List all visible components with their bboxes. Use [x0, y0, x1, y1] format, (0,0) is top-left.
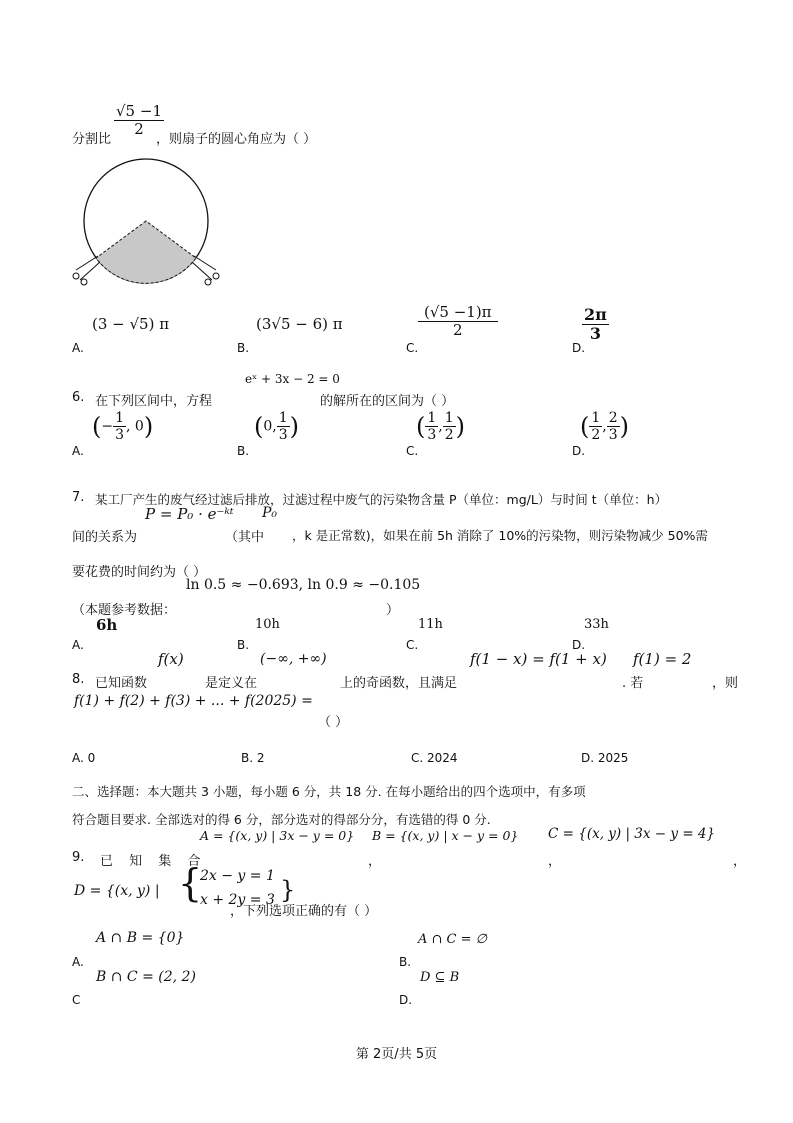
q9-option-b-label[interactable]: B. — [399, 955, 412, 969]
q9-option-a-label[interactable]: A. — [72, 955, 84, 969]
q8-text-d: . 若 — [622, 676, 644, 691]
q7-option-a-label[interactable]: A. — [72, 638, 84, 652]
q8-option-c-label: C. — [411, 751, 424, 765]
q5-option-c-den: 2 — [453, 321, 463, 340]
q5-ratio-den: 2 — [134, 120, 144, 139]
q7-line3: 要花费的时间约为（ ） — [72, 565, 207, 580]
section2-line2: 符合题目要求. 全部选对的得 6 分，部分选对的得部分分，有选错的得 0 分. — [72, 812, 491, 827]
q9-text-b: ，下列选项正确的有（ ） — [230, 904, 378, 919]
q9-option-c-label[interactable]: C — [72, 993, 81, 1007]
q5-intro-prefix: 分割比 — [72, 132, 112, 147]
q6-option-a-minus: − — [101, 418, 114, 435]
q6-option-b-label[interactable]: B. — [237, 444, 250, 458]
q8-fx: f(x) — [158, 650, 184, 668]
q6-option-b-den: 3 — [278, 427, 288, 444]
q5-option-c-frac — [418, 304, 498, 340]
q7-number: 7. — [72, 490, 85, 505]
q8-option-d-label: D. — [581, 751, 595, 765]
q8-option-d[interactable] — [581, 751, 628, 765]
q5-option-d-frac — [582, 306, 609, 344]
q6-option-c-frac2 — [443, 410, 456, 443]
q7-option-b-value: 10h — [255, 617, 280, 632]
q9-option-d-expr: D ⊆ B — [420, 970, 460, 985]
q9-set-d-brace-icon: { — [178, 861, 203, 905]
q9-number: 9. — [72, 850, 85, 865]
q7-ref-suffix: ） — [386, 603, 400, 618]
q8-option-b-label: B. — [241, 751, 254, 765]
q7-option-c-label[interactable]: C. — [406, 638, 419, 652]
q7-option-c-value: 11h — [418, 617, 443, 632]
q6-option-d-num2: 2 — [608, 410, 618, 426]
q6-option-b-left: 0, — [263, 418, 277, 435]
q6-option-a-label[interactable]: A. — [72, 444, 84, 458]
q6-option-c-frac1 — [425, 410, 438, 443]
q6-option-d-expr: ( $\frac{1}{2}$ , $\frac{2}{3}$ ) — [580, 410, 630, 444]
q6-option-c-num2: 1 — [444, 410, 454, 426]
q7-option-b-label[interactable]: B. — [237, 638, 250, 652]
q9-set-b: B = {(x, y) | x − y = 0} — [372, 828, 519, 843]
q6-option-b-num: 1 — [278, 410, 288, 426]
q7-option-d-label[interactable]: D. — [572, 638, 586, 652]
q9-set-d-eq1: 2x − y = 1 — [200, 868, 275, 884]
q7-option-d-value: 33h — [584, 617, 609, 632]
q5-option-d-label[interactable]: D. — [572, 341, 586, 355]
fan-sector — [96, 221, 196, 283]
q7-ref-math: ln 0.5 ≈ −0.693, ln 0.9 ≈ −0.105 — [186, 577, 421, 593]
q8-text-a: 已知函数 — [95, 676, 148, 691]
q6-text-a: 在下列区间中，方程 — [95, 394, 213, 409]
q7-p0: P₀ — [262, 505, 278, 521]
q5-option-d-num: 2π — [584, 305, 607, 324]
q7-formula: P = P₀ · e⁻ᵏᵗ — [145, 505, 234, 523]
q7-line2c: ，k 是正常数)，如果在前 5h 消除了 10%的污染物，则污染物减少 50%需 — [292, 528, 708, 543]
q6-equation: eˣ + 3x − 2 = 0 — [245, 372, 340, 386]
q6-option-c-expr: ( $\frac{1}{3}$ , $\frac{1}{2}$ ) — [416, 410, 466, 444]
q6-option-a-den: 3 — [115, 427, 125, 444]
q8-domain: (−∞, +∞) — [260, 651, 327, 667]
section2-line1: 二、选择题：本大题共 3 小题，每小题 6 分，共 18 分. 在每小题给出的四个选项中，有多项 — [72, 784, 586, 799]
q9-comma-3: ， — [733, 854, 747, 869]
q6-option-b-lparen: ( — [254, 412, 264, 441]
q9-text-a: 已 知 集 合 — [100, 854, 207, 869]
q6-option-d-lparen: ( — [580, 412, 590, 441]
q6-option-c-rparen: ) — [455, 412, 466, 441]
q5-option-d-den: 3 — [589, 324, 601, 344]
q6-option-a-num: 1 — [115, 410, 125, 426]
q8-text-b: 是定义在 — [205, 676, 258, 691]
q5-option-c-num: (√5 −1)π — [418, 304, 498, 322]
q5-option-a-label[interactable]: A. — [72, 341, 84, 355]
q8-option-a[interactable] — [72, 751, 95, 765]
q9-set-c: C = {(x, y) | 3x − y = 4} — [548, 826, 716, 842]
q6-option-c-den2: 2 — [444, 427, 454, 444]
q6-option-a-frac — [113, 410, 126, 443]
q7-line2b: （其中 — [225, 530, 265, 545]
q8-option-a-value: 0 — [87, 751, 96, 765]
q9-comma-1: ， — [368, 854, 382, 869]
scissors-right-icon — [192, 256, 219, 285]
q5-option-b-expr: (3√5 − 6) π — [256, 315, 343, 333]
q5-option-a-expr: (3 − √5) π — [92, 315, 170, 333]
q9-set-d-close-icon: } — [280, 876, 296, 904]
q6-option-d-den2: 3 — [608, 427, 618, 444]
q8-text-e: ，则 — [712, 676, 739, 691]
q6-option-c-label[interactable]: C. — [406, 444, 419, 458]
q8-option-c[interactable] — [411, 751, 458, 765]
q6-option-b-frac — [277, 410, 290, 443]
q9-option-a-expr: A ∩ B = {0} — [96, 930, 185, 946]
q8-text-c: 上的奇函数，且满足 — [340, 676, 458, 691]
q5-option-b-label[interactable]: B. — [237, 341, 250, 355]
q9-comma-2: ， — [548, 854, 562, 869]
page-footer: 第 2页/共 5页 — [355, 1047, 438, 1062]
q6-option-c-lparen: ( — [416, 412, 426, 441]
q6-option-a-expr — [92, 410, 153, 443]
q8-cond2: f(1) = 2 — [633, 650, 692, 668]
q7-option-a-value: 6h — [96, 616, 118, 634]
q6-option-c-den1: 3 — [427, 427, 437, 444]
q8-option-d-value: 2025 — [597, 751, 629, 765]
fan-diagram — [70, 158, 220, 293]
q9-set-a: A = {(x, y) | 3x − y = 0} — [200, 828, 355, 843]
q9-set-d-prefix: D = {(x, y) | — [74, 883, 160, 899]
q6-option-d-frac2 — [607, 410, 620, 443]
q6-option-a-right: , 0 — [126, 418, 144, 435]
scissors-left-icon — [73, 256, 100, 285]
q8-blank: （ ） — [318, 715, 349, 730]
q6-option-d-label[interactable]: D. — [572, 444, 586, 458]
q8-option-b[interactable] — [241, 751, 265, 765]
q8-cond1: f(1 − x) = f(1 + x) — [470, 650, 607, 668]
q8-option-a-label: A. — [72, 751, 84, 765]
q6-option-d-frac1 — [589, 410, 602, 443]
q8-option-c-value: 2024 — [427, 751, 458, 765]
q8-option-b-value: 2 — [256, 751, 265, 765]
q9-option-d-label[interactable]: D. — [399, 993, 413, 1007]
q6-option-d-rparen: ) — [619, 412, 630, 441]
q6-number: 6. — [72, 390, 85, 405]
q6-option-b-expr — [254, 410, 299, 443]
q6-option-c-num1: 1 — [427, 410, 437, 426]
q6-option-a-lparen: ( — [92, 412, 102, 441]
q9-option-b-expr: A ∩ C = ∅ — [418, 932, 487, 947]
q6-text-b: 的解所在的区间为（ ） — [320, 394, 455, 409]
q5-option-c-label[interactable]: C. — [406, 341, 419, 355]
q9-option-c-expr: B ∩ C = (2, 2) — [96, 969, 196, 985]
q6-option-d-num1: 1 — [591, 410, 601, 426]
q6-option-b-rparen: ) — [289, 412, 300, 441]
q8-number: 8. — [72, 672, 85, 687]
q6-option-a-rparen: ) — [143, 412, 154, 441]
q9-set-d-eq2: x + 2y = 3 — [200, 892, 275, 908]
q7-line1: 某工厂产生的废气经过滤后排放，过滤过程中废气的污染物含量 P（单位：mg/L）与时间 t（单位：h） — [95, 492, 668, 507]
q6-option-d-den1: 2 — [591, 427, 601, 444]
q7-line2a: 间的关系为 — [72, 530, 138, 545]
q5-ratio-num: √5 −1 — [116, 102, 162, 120]
q5-intro-suffix: ，则扇子的圆心角应为（ ） — [156, 132, 317, 147]
q8-sum: f(1) + f(2) + f(3) + ... + f(2025) = — [74, 693, 313, 709]
q7-ref-prefix: （本题参考数据： — [72, 603, 177, 618]
